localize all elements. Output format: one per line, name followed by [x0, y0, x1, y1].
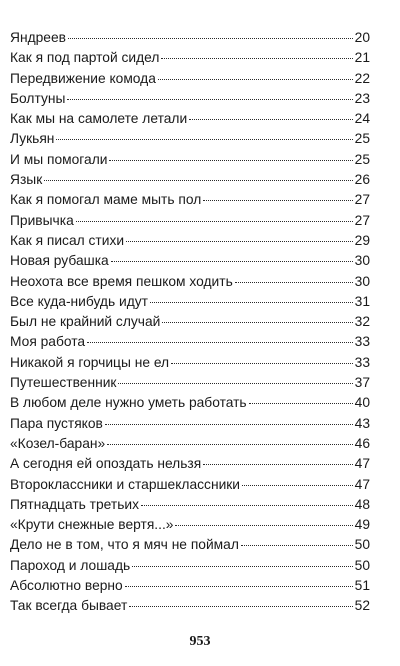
toc-entry — [10, 48, 370, 68]
toc-entry-page: 50 — [354, 557, 370, 573]
toc-entry-title: Яндреев — [10, 30, 66, 45]
toc-entry — [10, 292, 370, 312]
toc-entry — [10, 332, 370, 352]
toc-entry — [10, 28, 370, 48]
page-number: 953 — [189, 634, 211, 649]
toc-entry-page: 25 — [354, 131, 370, 147]
dot-leader — [162, 322, 352, 323]
toc-entry-page: 26 — [354, 172, 370, 188]
toc-entry — [10, 495, 370, 515]
toc-entry-title: Лукьян — [10, 131, 55, 147]
toc-entry-title: Передвижение комода — [10, 70, 156, 86]
toc-entry — [10, 231, 370, 251]
toc-entry-title: Болтуны — [10, 90, 66, 106]
toc-entry-page: 46 — [354, 435, 370, 451]
toc-entry-page: 33 — [354, 354, 370, 370]
toc-entry-title: Пароход и лошадь — [10, 557, 131, 573]
toc-entry-page: 20 — [354, 30, 370, 45]
dot-leader — [68, 38, 353, 39]
toc-entry-title: Второклассники и старшеклассники — [10, 476, 241, 492]
dot-leader — [189, 119, 352, 120]
dot-leader — [235, 282, 353, 283]
toc-entry — [10, 89, 370, 109]
dot-leader — [249, 403, 353, 404]
toc-entry-page: 21 — [354, 50, 370, 66]
toc-entry-title: И мы помогали — [10, 151, 108, 167]
dot-leader — [241, 545, 353, 546]
toc-entry — [10, 353, 370, 373]
toc-entry — [10, 434, 370, 454]
toc-entry-title: Моя работа — [10, 334, 86, 350]
dot-leader — [150, 302, 353, 303]
toc-entry — [10, 454, 370, 474]
toc-entry — [10, 129, 370, 149]
toc-entry-title: Как я помогал маме мыть пол — [10, 192, 202, 208]
toc-entry — [10, 69, 370, 89]
dot-leader — [109, 160, 352, 161]
toc-entry — [10, 576, 370, 596]
toc-entry-page: 31 — [354, 293, 370, 309]
toc-entry-page: 43 — [354, 415, 370, 431]
toc-entry-title: Неохота все время пешком ходить — [10, 273, 233, 289]
dot-leader — [44, 180, 352, 181]
toc-entry — [10, 109, 370, 129]
toc-entry-title: Как мы на самолете летали — [10, 111, 188, 127]
toc-entry-title: Как я писал стихи — [10, 232, 125, 248]
toc-entry — [10, 170, 370, 190]
dot-leader — [203, 464, 352, 465]
toc-entry — [10, 251, 370, 271]
toc-entry-page: 25 — [354, 151, 370, 167]
dot-leader — [105, 424, 353, 425]
toc-entry-page: 33 — [354, 334, 370, 350]
toc-entry-title: А сегодня ей опоздать нельзя — [10, 456, 202, 472]
dot-leader — [118, 383, 352, 384]
toc-entry — [10, 556, 370, 576]
toc-entry — [10, 596, 370, 616]
toc-entry-title: Дело не в том, что я мяч не поймал — [10, 537, 239, 553]
dot-leader — [111, 261, 353, 262]
toc-entry-title: «Крути снежные вертя...» — [10, 517, 174, 533]
toc-entry-page: 22 — [354, 70, 370, 86]
toc-entry — [10, 535, 370, 555]
toc-entry — [10, 150, 370, 170]
toc-entry-title: Так всегда бывает — [10, 598, 128, 614]
toc-entry — [10, 211, 370, 231]
dot-leader — [203, 200, 352, 201]
toc-entry-page: 40 — [354, 395, 370, 411]
dot-leader — [125, 586, 353, 587]
toc-entry — [10, 272, 370, 292]
dot-leader — [107, 444, 352, 445]
toc-entry — [10, 414, 370, 434]
toc-entry-page: 47 — [354, 456, 370, 472]
toc-entry-page: 29 — [354, 232, 370, 248]
dot-leader — [76, 221, 353, 222]
toc-entry-title: В любом деле нужно уметь работать — [10, 395, 247, 411]
toc-entry-page: 27 — [354, 212, 370, 228]
toc-entry — [10, 393, 370, 413]
dot-leader — [171, 363, 353, 364]
toc-entry-page: 23 — [354, 90, 370, 106]
toc-entry-title: Пятнадцать третьих — [10, 496, 139, 512]
toc-entry-page: 47 — [354, 476, 370, 492]
toc-entry-page: 24 — [354, 111, 370, 127]
dot-leader — [129, 606, 352, 607]
toc-entry-title: Абсолютно верно — [10, 578, 123, 594]
toc-entry-title: Язык — [10, 172, 43, 188]
toc-entry-title: Как я под партой сидел — [10, 50, 160, 66]
toc-entry — [10, 515, 370, 535]
toc-entry-title: «Козел-баран» — [10, 435, 106, 451]
toc-entry-page: 52 — [354, 598, 370, 614]
dot-leader — [126, 241, 353, 242]
toc-entry-page: 30 — [354, 273, 370, 289]
dot-leader — [141, 505, 353, 506]
toc-entry — [10, 373, 370, 393]
toc-entry — [10, 475, 370, 495]
toc-entry — [10, 190, 370, 210]
dot-leader — [161, 58, 352, 59]
dot-leader — [67, 99, 352, 100]
toc-entry-title: Никакой я горчицы не ел — [10, 354, 170, 370]
toc-entry-page: 32 — [354, 314, 370, 330]
toc-entry-page: 51 — [354, 578, 370, 594]
toc-entry-title: Привычка — [10, 212, 74, 228]
dot-leader — [242, 485, 353, 486]
toc-entry-title: Все куда-нибудь идут — [10, 293, 148, 309]
toc-entry-page: 27 — [354, 192, 370, 208]
dot-leader — [56, 139, 352, 140]
toc-entry-page: 37 — [354, 375, 370, 391]
dot-leader — [158, 79, 353, 80]
dot-leader — [87, 342, 353, 343]
dot-leader — [175, 525, 352, 526]
toc-entry — [10, 312, 370, 332]
toc-entry-title: Пара пустяков — [10, 415, 103, 431]
toc-entry-page: 50 — [354, 537, 370, 553]
toc-entry-title: Новая рубашка — [10, 253, 109, 269]
toc-entry-page: 30 — [354, 253, 370, 269]
table-of-contents — [10, 28, 370, 617]
toc-entry-title: Путешественник — [10, 375, 117, 391]
toc-entry-page: 48 — [354, 496, 370, 512]
toc-entry-page: 49 — [354, 517, 370, 533]
dot-leader — [132, 566, 352, 567]
toc-entry-title: Был не крайний случай — [10, 314, 161, 330]
